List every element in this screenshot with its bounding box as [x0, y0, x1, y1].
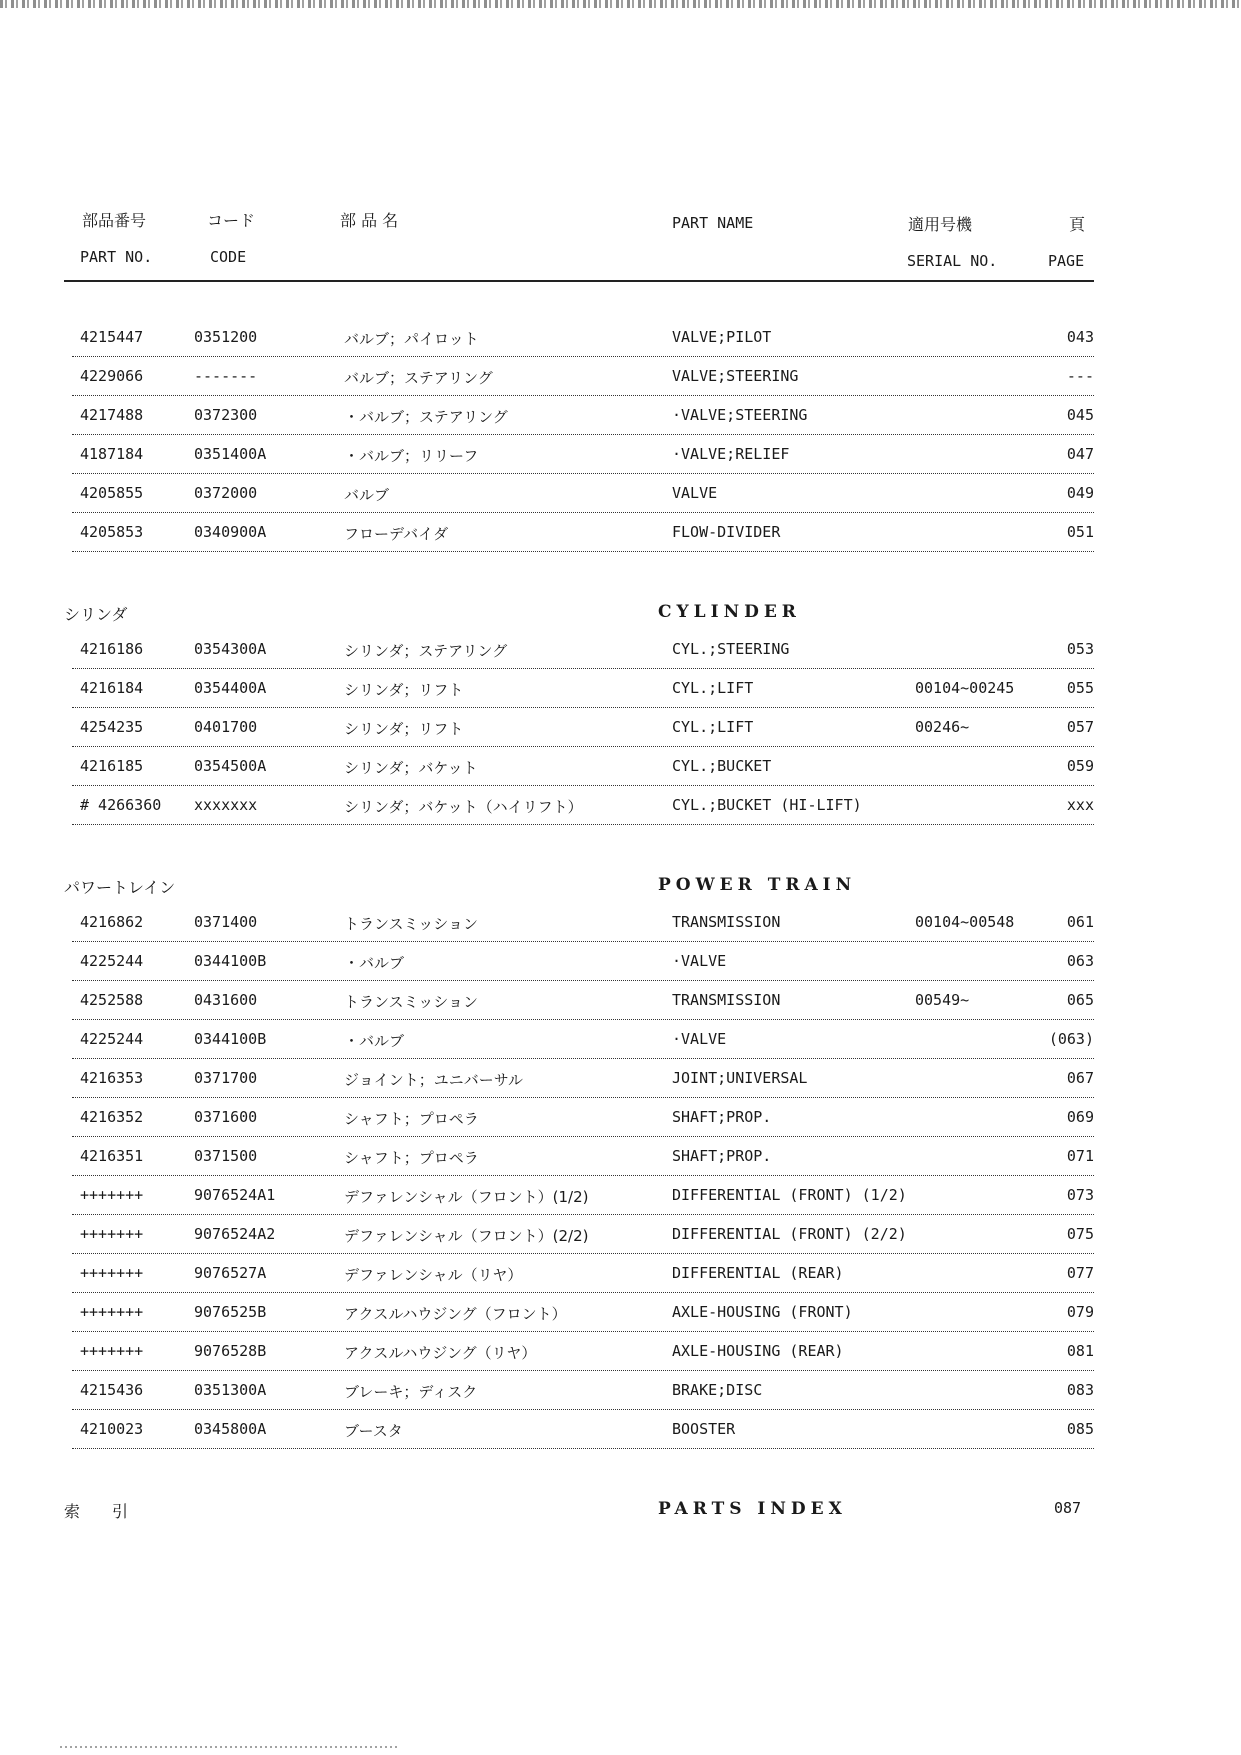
part-name-en: FLOW-DIVIDER [672, 523, 781, 541]
part-name-en: ·VALVE;RELIEF [672, 445, 790, 463]
table-row [72, 474, 1094, 513]
part-no: 4217488 [80, 406, 144, 424]
part-no: 4216184 [80, 679, 144, 697]
part-no: +++++++ [80, 1186, 144, 1204]
code: 0372000 [194, 484, 258, 502]
part-name-en: CYL.;BUCKET (HI-LIFT) [672, 796, 862, 814]
part-no: +++++++ [80, 1264, 144, 1282]
table-row [72, 435, 1094, 474]
part-name-en: VALVE;STEERING [672, 367, 799, 385]
page-no: 061 [1066, 913, 1094, 931]
part-name-jp: シリンダ；ステアリング [344, 642, 508, 660]
part-name-en: TRANSMISSION [672, 991, 781, 1009]
part-name-jp: ・バルブ [344, 1032, 405, 1050]
part-name-jp: シリンダ；バケット [344, 759, 478, 777]
part-no: 4225244 [80, 952, 144, 970]
serial-no: 00104~00548 [915, 913, 1015, 931]
page-no: 057 [1066, 718, 1094, 736]
serial-no: 00549~ [915, 991, 970, 1009]
page-no: 047 [1066, 445, 1094, 463]
page-no: 079 [1066, 1303, 1094, 1321]
table-row [72, 708, 1094, 747]
part-no: 4215447 [80, 328, 144, 346]
table-row [72, 357, 1094, 396]
part-name-en: BOOSTER [672, 1420, 736, 1438]
section-title-jp: シリンダ [64, 605, 128, 624]
part-name-jp: バルブ [344, 486, 390, 504]
part-name-en: ·VALVE;STEERING [672, 406, 808, 424]
part-name-en: ·VALVE [672, 1030, 727, 1048]
table-row [72, 1293, 1094, 1332]
part-name-jp: デファレンシャル（リヤ） [344, 1266, 523, 1284]
part-no: 4205853 [80, 523, 144, 541]
part-name-jp: デファレンシャル（フロント）(1/2) [344, 1188, 589, 1206]
part-no: +++++++ [80, 1303, 144, 1321]
scan-noise-top [0, 0, 1241, 8]
part-no: 4216351 [80, 1147, 144, 1165]
table-row [72, 630, 1094, 669]
part-name-jp: トランスミッション [344, 993, 478, 1011]
header-part-no-jp: 部品番号 [82, 211, 147, 230]
page-no: --- [1066, 367, 1094, 385]
part-no: 4216186 [80, 640, 144, 658]
page-no: 081 [1066, 1342, 1094, 1360]
part-name-en: JOINT;UNIVERSAL [672, 1069, 808, 1087]
code: 0371700 [194, 1069, 258, 1087]
page-no: xxx [1066, 796, 1094, 814]
page-no: 073 [1066, 1186, 1094, 1204]
part-name-jp: シリンダ；リフト [344, 720, 464, 738]
page-no: 067 [1066, 1069, 1094, 1087]
table-row [72, 1176, 1094, 1215]
part-name-jp: ・バルブ；リリーフ [344, 447, 479, 465]
page-no: 083 [1066, 1381, 1094, 1399]
table-row [72, 1254, 1094, 1293]
code: 9076524A2 [194, 1225, 276, 1243]
code: ------- [194, 367, 258, 385]
table-row [72, 747, 1094, 786]
part-name-jp: トランスミッション [344, 915, 478, 933]
page-no: 049 [1066, 484, 1094, 502]
parts-catalog-page [64, 200, 1094, 1527]
header-code-en: CODE [210, 248, 247, 266]
code: 9076525B [194, 1303, 267, 1321]
parts-sections [64, 318, 1094, 1527]
serial-no: 00246~ [915, 718, 970, 736]
part-no: +++++++ [80, 1342, 144, 1360]
part-name-jp: バルブ；ステアリング [344, 369, 493, 387]
code: 9076528B [194, 1342, 267, 1360]
part-name-en: VALVE [672, 484, 718, 502]
table-row [72, 1410, 1094, 1449]
part-no: 4254235 [80, 718, 144, 736]
code: 0344100B [194, 952, 267, 970]
table-row [72, 981, 1094, 1020]
part-name-jp: フローデバイダ [344, 525, 449, 543]
part-name-jp: ジョイント；ユニバーサル [344, 1071, 523, 1089]
table-row [72, 1332, 1094, 1371]
code: 0344100B [194, 1030, 267, 1048]
part-name-jp: ブレーキ；ディスク [344, 1383, 478, 1401]
page-no: 059 [1066, 757, 1094, 775]
header-page-jp: 頁 [1069, 215, 1086, 234]
part-name-en: AXLE-HOUSING (FRONT) [672, 1303, 853, 1321]
table-row [72, 1215, 1094, 1254]
table-row [72, 1371, 1094, 1410]
code: 9076524A1 [194, 1186, 276, 1204]
part-no: 4215436 [80, 1381, 144, 1399]
serial-no: 00104~00245 [915, 679, 1015, 697]
page-no: 075 [1066, 1225, 1094, 1243]
code: 0340900A [194, 523, 267, 541]
page-no: 065 [1066, 991, 1094, 1009]
section-title-jp: パワートレイン [64, 878, 176, 897]
part-no: 4225244 [80, 1030, 144, 1048]
part-name-jp: バルブ；パイロット [344, 330, 479, 348]
part-no: 4205855 [80, 484, 144, 502]
code: 0354300A [194, 640, 267, 658]
section-title-jp: 索 引 [64, 1502, 129, 1521]
part-name-en: CYL.;STEERING [672, 640, 790, 658]
part-name-en: CYL.;LIFT [672, 679, 754, 697]
table-row [72, 396, 1094, 435]
part-no: # 4266360 [80, 796, 162, 814]
part-no: 4210023 [80, 1420, 144, 1438]
part-no: 4229066 [80, 367, 144, 385]
part-name-en: AXLE-HOUSING (REAR) [672, 1342, 844, 1360]
header-serial-jp: 適用号機 [908, 215, 973, 234]
part-name-jp: シャフト；プロペラ [344, 1149, 479, 1167]
header-code-jp: コード [207, 211, 256, 230]
page-no: 071 [1066, 1147, 1094, 1165]
section-heading [64, 1493, 1094, 1527]
part-name-en: DIFFERENTIAL (FRONT) (1/2) [672, 1186, 907, 1204]
part-no: 4216352 [80, 1108, 144, 1126]
table-row [72, 513, 1094, 552]
section-title-en: PARTS INDEX [658, 1499, 847, 1519]
table-row [72, 1020, 1094, 1059]
table-row [72, 1059, 1094, 1098]
part-name-jp: ・バルブ；ステアリング [344, 408, 508, 426]
code: 0371500 [194, 1147, 258, 1165]
page-no: 043 [1066, 328, 1094, 346]
page-no: 077 [1066, 1264, 1094, 1282]
section-page: 087 [1054, 1499, 1082, 1517]
part-name-en: VALVE;PILOT [672, 328, 772, 346]
column-header [64, 200, 1094, 282]
code: 0354400A [194, 679, 267, 697]
part-name-jp: ・バルブ [344, 954, 405, 972]
page-no: 069 [1066, 1108, 1094, 1126]
table-row [72, 903, 1094, 942]
code: 0345800A [194, 1420, 267, 1438]
code: 0351400A [194, 445, 267, 463]
part-no: +++++++ [80, 1225, 144, 1243]
code: 0431600 [194, 991, 258, 1009]
page-no: 051 [1066, 523, 1094, 541]
code: 0351300A [194, 1381, 267, 1399]
page-no: 045 [1066, 406, 1094, 424]
header-name-jp: 部 品 名 [340, 211, 399, 230]
part-no: 4216185 [80, 757, 144, 775]
code: 0371600 [194, 1108, 258, 1126]
code: 0401700 [194, 718, 258, 736]
page-no: (063) [1048, 1030, 1094, 1048]
page-no: 053 [1066, 640, 1094, 658]
section-heading [64, 596, 1094, 630]
part-name-en: TRANSMISSION [672, 913, 781, 931]
header-page-en: PAGE [1048, 252, 1085, 270]
section-title-en: CYLINDER [658, 602, 801, 622]
table-row [72, 786, 1094, 825]
table-row [72, 318, 1094, 357]
part-name-en: ·VALVE [672, 952, 727, 970]
code: 0372300 [194, 406, 258, 424]
table-row [72, 942, 1094, 981]
header-part-no-en: PART NO. [80, 248, 153, 266]
header-serial-en: SERIAL NO. [907, 252, 998, 270]
part-name-en: BRAKE;DISC [672, 1381, 763, 1399]
code: 0351200 [194, 328, 258, 346]
table-row [72, 669, 1094, 708]
part-name-jp: ブースタ [344, 1422, 403, 1440]
section-heading [64, 869, 1094, 903]
page-no: 055 [1066, 679, 1094, 697]
code: xxxxxxx [194, 796, 258, 814]
code: 0354500A [194, 757, 267, 775]
part-name-jp: アクスルハウジング（フロント） [344, 1305, 567, 1323]
part-no: 4187184 [80, 445, 144, 463]
part-name-en: DIFFERENTIAL (REAR) [672, 1264, 844, 1282]
part-name-jp: シリンダ；リフト [344, 681, 464, 699]
page-no: 063 [1066, 952, 1094, 970]
part-no: 4252588 [80, 991, 144, 1009]
part-name-jp: アクスルハウジング（リヤ） [344, 1344, 537, 1362]
part-name-jp: シャフト；プロペラ [344, 1110, 479, 1128]
header-gap [64, 282, 1094, 318]
part-name-en: CYL.;LIFT [672, 718, 754, 736]
scan-noise-bottom [60, 1746, 400, 1748]
code: 9076527A [194, 1264, 267, 1282]
section-title-en: POWER TRAIN [658, 875, 857, 895]
table-row [72, 1137, 1094, 1176]
part-name-en: SHAFT;PROP. [672, 1108, 772, 1126]
part-name-en: SHAFT;PROP. [672, 1147, 772, 1165]
part-name-jp: シリンダ；バケット（ハイリフト） [344, 798, 583, 816]
page-no: 085 [1066, 1420, 1094, 1438]
table-row [72, 1098, 1094, 1137]
part-no: 4216353 [80, 1069, 144, 1087]
code: 0371400 [194, 913, 258, 931]
part-name-en: DIFFERENTIAL (FRONT) (2/2) [672, 1225, 907, 1243]
header-name-en: PART NAME [672, 214, 754, 232]
part-name-jp: デファレンシャル（フロント）(2/2) [344, 1227, 589, 1245]
part-no: 4216862 [80, 913, 144, 931]
part-name-en: CYL.;BUCKET [672, 757, 772, 775]
